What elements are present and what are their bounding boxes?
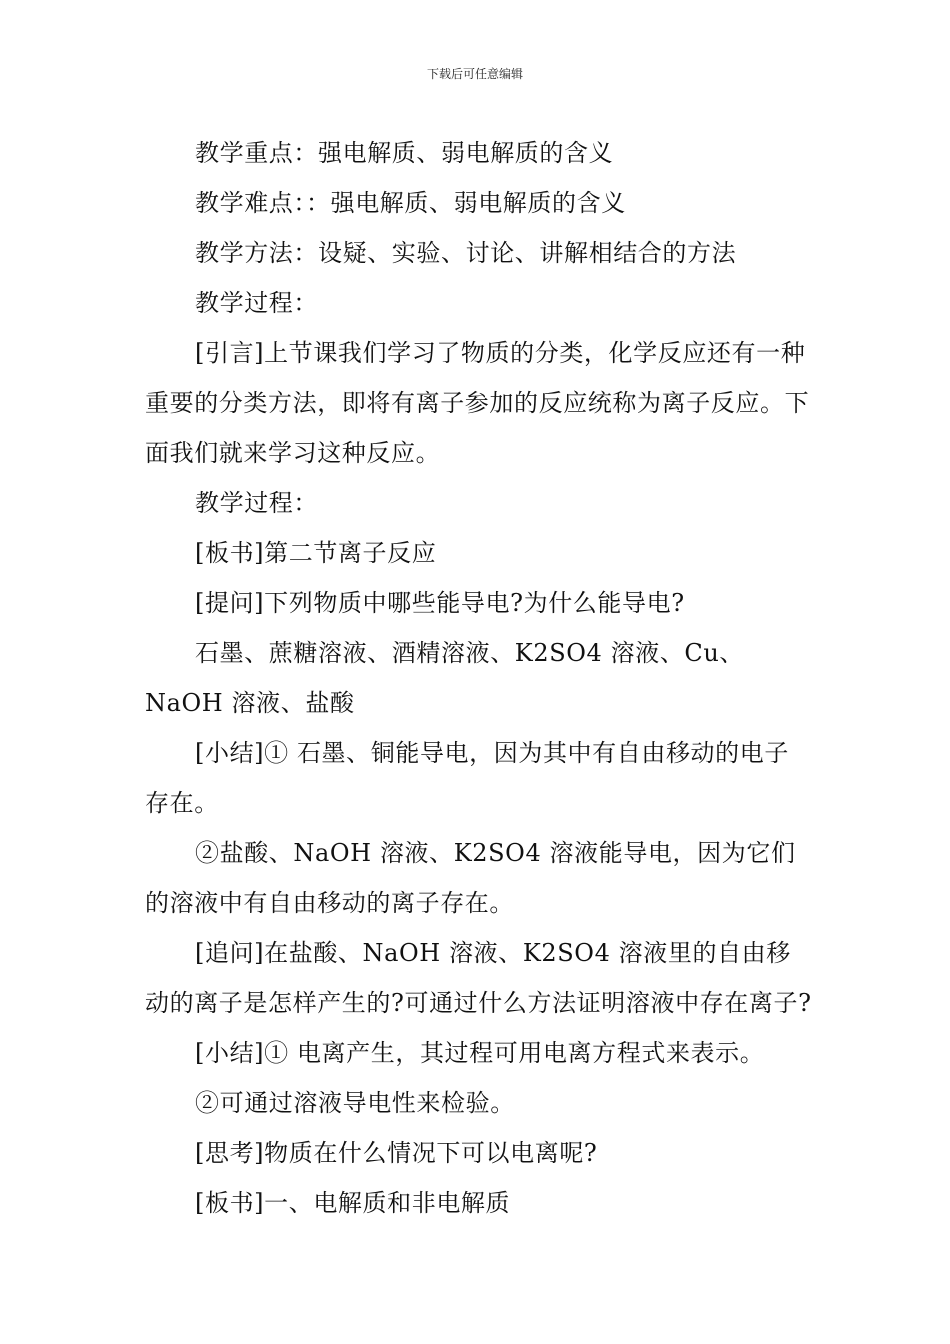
summary-3: [小结]① 电离产生，其过程可用电离方程式来表示。 bbox=[195, 1039, 765, 1067]
document-body bbox=[145, 128, 813, 1228]
substance-list: 石墨、蔗糖溶液、酒精溶液、K2SO4 溶液、Cu、NaOH 溶液、盐酸 bbox=[145, 639, 745, 717]
follow-up-question: [追问]在盐酸、NaOH 溶液、K2SO4 溶液里的自由移动的离子是怎样产生的?可通过什么方法证明溶液中存在离子? bbox=[145, 939, 812, 1017]
teaching-process-heading: 教学过程： bbox=[195, 289, 318, 317]
question-conductivity: [提问]下列物质中哪些能导电?为什么能导电? bbox=[195, 589, 685, 617]
page-header: 下载后可任意编辑 bbox=[426, 67, 523, 81]
introduction-paragraph: [引言]上节课我们学习了物质的分类，化学反应还有一种重要的分类方法，即将有离子参加的反应统称为离子反应。下面我们就来学习这种反应。 bbox=[145, 339, 810, 467]
teaching-process-heading-2: 教学过程： bbox=[195, 489, 318, 517]
summary-4: ②可通过溶液导电性来检验。 bbox=[195, 1089, 515, 1117]
thinking-question: [思考]物质在什么情况下可以电离呢? bbox=[195, 1139, 598, 1167]
teaching-focus: 教学重点：强电解质、弱电解质的含义 bbox=[195, 139, 614, 167]
summary-2: ②盐酸、NaOH 溶液、K2SO4 溶液能导电，因为它们的溶液中有自由移动的离子存在。 bbox=[145, 839, 796, 917]
board-note-ionic-reaction: [板书]第二节离子反应 bbox=[195, 539, 437, 567]
summary-1: [小结]① 石墨、铜能导电，因为其中有自由移动的电子存在。 bbox=[145, 739, 789, 817]
teaching-difficulty: 教学难点：：强电解质、弱电解质的含义 bbox=[195, 189, 626, 217]
board-note-electrolytes: [板书]一、电解质和非电解质 bbox=[195, 1189, 511, 1217]
teaching-method: 教学方法：设疑、实验、讨论、讲解相结合的方法 bbox=[195, 239, 737, 267]
